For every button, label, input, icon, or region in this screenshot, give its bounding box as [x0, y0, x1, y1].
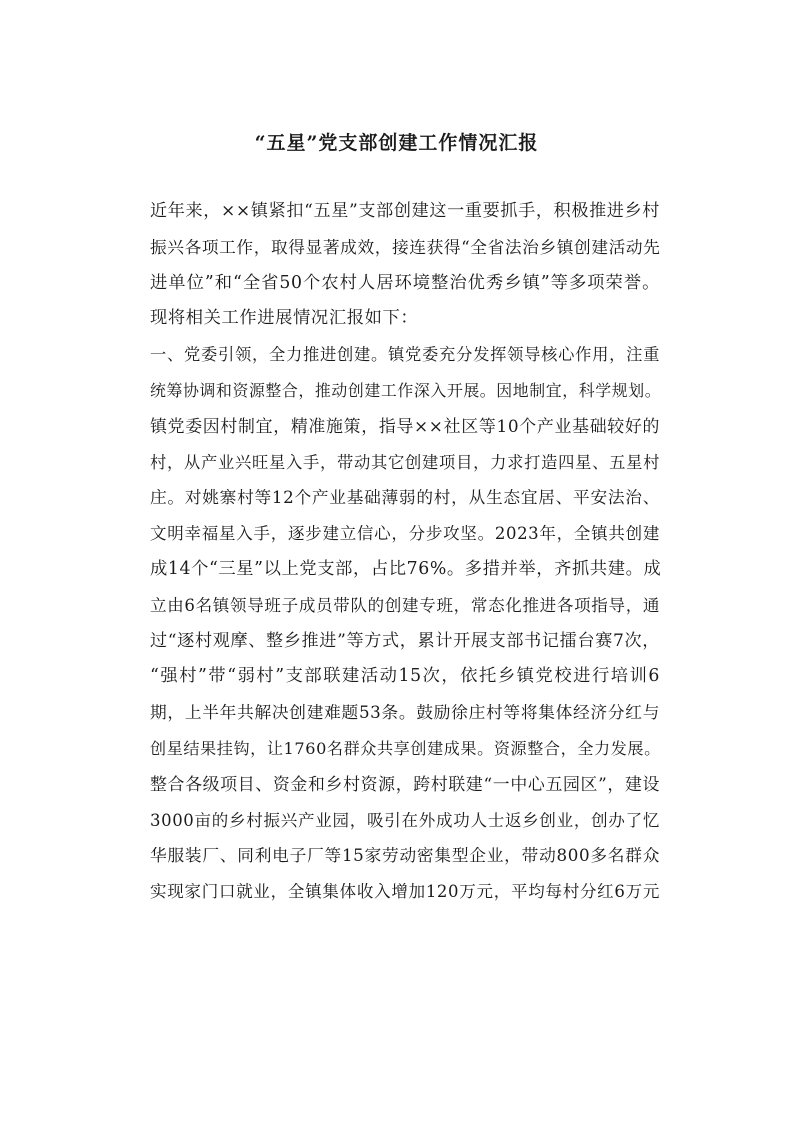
text-line: 3000亩的乡村振兴产业园，吸引在外成功人士返乡创业，创办了忆 — [150, 810, 660, 830]
text-line: 实现家门口就业，全镇集体收入增加120万元，平均每村分红6万元 — [150, 882, 660, 902]
text-line: 立由6名镇领导班子成员带队的创建专班，常态化推进各项指导，通 — [150, 595, 660, 615]
text-line: 过“逐村观摩、整乡推进”等方式，累计开展支部书记擂台赛7次， — [150, 630, 660, 651]
text-line: 成14个“三星”以上党支部，占比76%。多措并举，齐抓共建。成 — [150, 558, 662, 579]
text-line: 华服装厂、同利电子厂等15家劳动密集型企业，带动800多名群众 — [150, 845, 660, 866]
text-line: 文明幸福星入手，逐步建立信心，分步攻坚。2023年，全镇共创建 — [150, 524, 660, 544]
text-line: 近年来，××镇紧扣“五星”支部创建这一重要抓手，积极推进乡村 — [150, 201, 660, 221]
text-line: 一、党委引领，全力推进创建。镇党委充分发挥领导核心作用，注重 — [150, 345, 660, 365]
text-line: 庄。对姚寨村等12个产业基础薄弱的村，从生态宜居、平安法治、 — [150, 487, 660, 508]
text-line: 振兴各项工作，取得显著成效，接连获得“全省法治乡镇创建活动先 — [150, 236, 661, 257]
text-line: 进单位”和“全省50个农村人居环境整治优秀乡镇”等多项荣誉。 — [150, 272, 660, 293]
text-line: 统筹协调和资源整合，推动创建工作深入开展。因地制宜，科学规划。 — [150, 380, 662, 400]
document-body — [150, 194, 660, 910]
document-title: “五星”党支部创建工作情况汇报 — [254, 132, 539, 154]
text-line: 村，从产业兴旺星入手，带动其它创建项目，力求打造四星、五星村 — [150, 452, 660, 472]
text-line: 镇党委因村制宜，精准施策，指导××社区等10个产业基础较好的 — [150, 415, 660, 436]
text-line: 期，上半年共解决创建难题53条。鼓励徐庄村等将集体经济分红与 — [150, 702, 660, 723]
text-line: 整合各级项目、资金和乡村资源，跨村联建“一中心五园区”，建设 — [150, 773, 660, 794]
text-line: 创星结果挂钩，让1760名群众共享创建成果。资源整合，全力发展。 — [150, 738, 661, 758]
text-line: “强村”带“弱村”支部联建活动15次，依托乡镇党校进行培训6 — [150, 666, 660, 687]
text-line: 现将相关工作进展情况汇报如下： — [150, 308, 419, 329]
